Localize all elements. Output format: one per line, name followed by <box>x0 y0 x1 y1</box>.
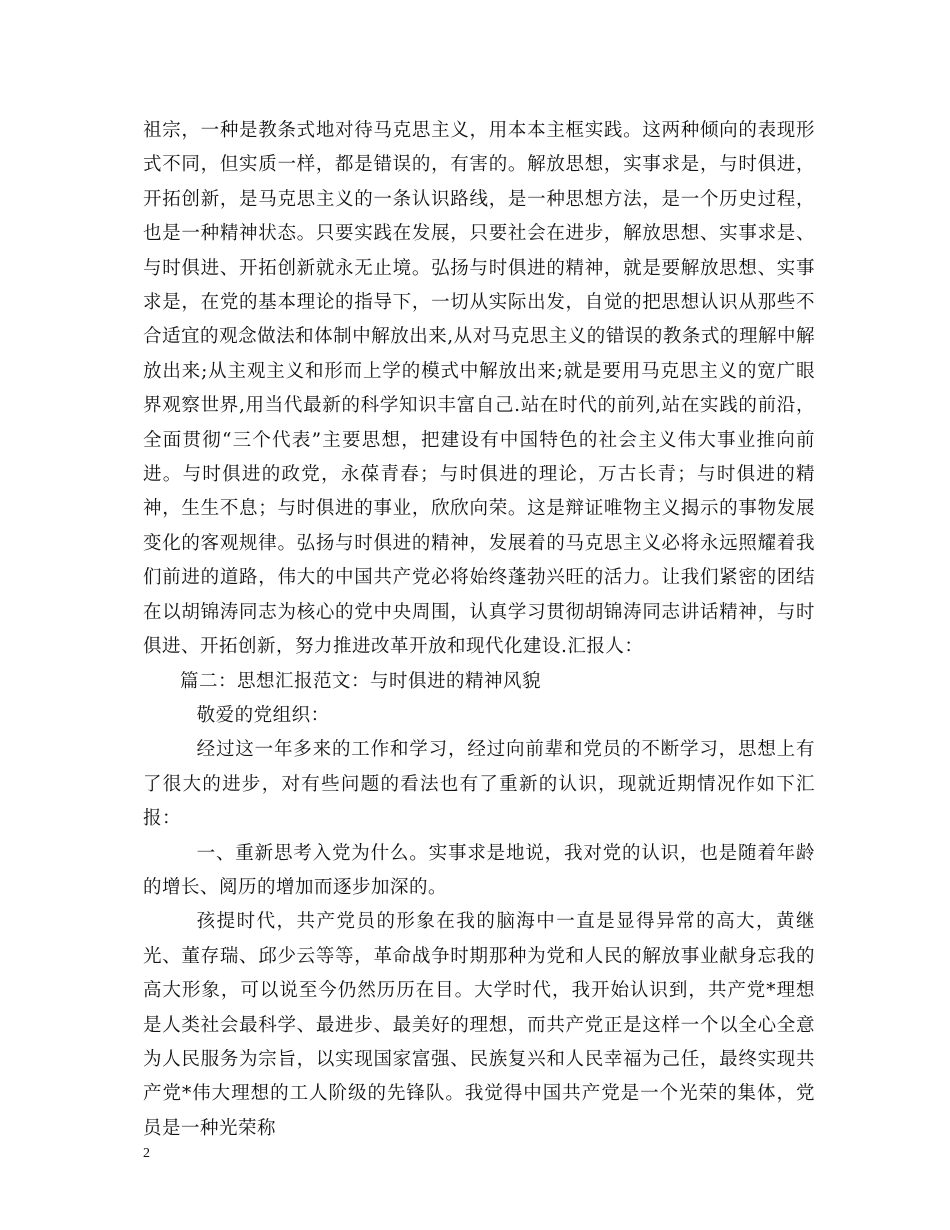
paragraph-intro: 经过这一年多来的工作和学习，经过向前辈和党员的不断学习，思想上有了很大的进步，对有些问题的看法也有了重新的认识，现就近期情况作如下汇报： <box>143 739 815 830</box>
paragraph-childhood: 孩提时代，共产党员的形象在我的脑海中一直是显得异常的高大，黄继光、董存瑞、邱少云等等，革命战争时期那种为党和人民的解放事业献身忘我的高大形象，可以说至今仍然历历在目。大学时代，我开始认识到，共产党*理想是人类社会最科学、最进步、最美好的理想，而共产党正是这样一个以全心全意为人民服务为宗旨，以实现国家富强、民族复兴和人民幸福为己任，最终实现共产党*伟大理想的工人阶级的先锋队。我觉得中国共产党是一个光荣的集体，党员是一种光荣称 <box>143 911 815 1139</box>
body-text <box>143 114 815 1146</box>
salutation: 敬爱的党组织： <box>196 704 330 726</box>
page-number: 2 <box>143 1146 150 1161</box>
paragraph-continuation: 祖宗，一种是教条式地对待马克思主义，用本本主框实践。这两种倾向的表现形式不同，但实质一样，都是错误的，有害的。解放思想，实事求是，与时俱进，开拓创新，是马克思主义的一条认识路线，是一种思想方法，是一个历史过程，也是一种精神状态。只要实践在发展，只要社会在进步，解放思想、实事求是、与时俱进、开拓创新就永无止境。弘扬与时俱进的精神，就是要解放思想、实事求是，在党的基本理论的指导下，一切从实际出发，自觉的把思想认识从那些不合适宜的观念做法和体制中解放出来,从对马克思主义的错误的教条式的理解中解放出来;从主观主义和形而上学的模式中解放出来;就是要用马克思主义的宽广眼界观察世界,用当代最新的科学知识丰富自己.站在时代的前列,站在实践的前沿，全面贯彻“三个代表”主要思想，把建设有中国特色的社会主义伟大事业推向前进。与时俱进的政党，永葆青春；与时俱进的理论，万古长青；与时俱进的精神，生生不息；与时俱进的事业，欣欣向荣。这是辩证唯物主义揭示的事物发展变化的客观规律。弘扬与时俱进的精神，发展着的马克思主义必将永远照耀着我们前进的道路，伟大的中国共产党必将始终蓬勃兴旺的活力。让我们紧密的团结在以胡锦涛同志为核心的党中央周围，认真学习贯彻胡锦涛同志讲话精神，与时俱进、开拓创新，努力推进改革开放和现代化建设.汇报人： <box>143 120 815 658</box>
section-heading: 篇二：思想汇报范文：与时俱进的精神风貌 <box>180 670 542 692</box>
paragraph-point-one: 一、重新思考入党为什么。实事求是地说，我对党的认识，也是随着年龄的增长、阅历的增加而逐步加深的。 <box>143 842 815 898</box>
